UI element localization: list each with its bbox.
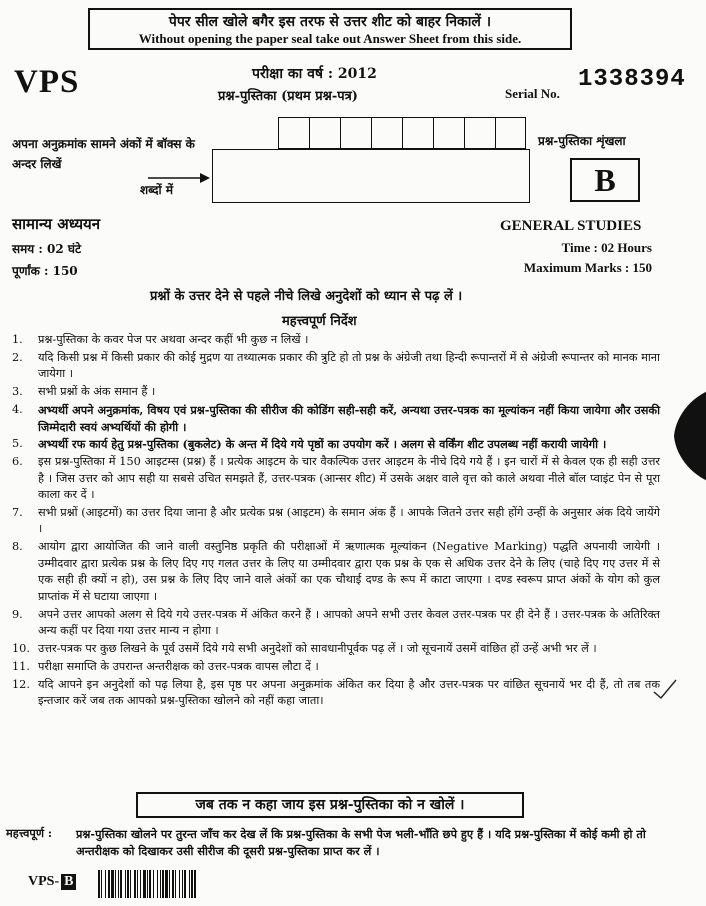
instruction-text: सभी प्रश्नों (आइटमों) का उत्तर दिया जाना है और प्रत्येक प्रश्न (आइटम) के समान अंक हैं । आपके जितने उत्तर सही होंगे उन्हीं के अनुसार अंक दिये जायेंगे । <box>38 506 660 536</box>
instruction-text: यदि किसी प्रश्न में किसी प्रकार की कोई मुद्रण या तथ्यात्मक प्रकार की त्रुटि हो तो प्रश्न के अंग्रेजी तथा हिन्दी रूपान्तरों में से अंग्रेजी रूपान्तर को मानक माना जायेगा । <box>38 350 660 381</box>
instruction-item <box>6 332 660 348</box>
instruction-text: यदि आपने इन अनुदेशों को पढ़ लिया है, इस पृष्ठ पर अपना अनुक्रमांक अंकित कर दिया है और उत्तर-पत्रक पर वांछित सूचनायें भर दी हैं, तो तब तक इन्तजार करें जब तक आपको प्रश्न-पुस्तिका खोलने को नहीं कहा जाता। <box>38 677 660 708</box>
seal-notice-hindi: पेपर सील खोले बगैर इस तरफ से उत्तर शीट को बाहर निकालें । <box>168 14 492 30</box>
instruction-text: उत्तर-पत्रक पर कुछ लिखने के पूर्व उसमें दिये गये सभी अनुदेशों को सावधानीपूर्वक पढ़ लें । जो सूचनायें उसमें वांछित हों उन्हें अभी भर लें । <box>38 641 597 655</box>
instruction-number: 4. <box>12 403 23 417</box>
arrow-right-icon <box>148 172 210 184</box>
roll-digit-box[interactable] <box>278 117 309 149</box>
footer-code-prefix: VPS- <box>28 874 60 889</box>
read-instructions-note: प्रश्नों के उत्तर देने से पहले नीचे लिखे अनुदेशों को ध्यान से पढ़ लें । <box>150 289 463 304</box>
roll-digit-box[interactable] <box>433 117 464 149</box>
seal-notice-english: Without opening the paper seal take out Answer Sheet from this side. <box>138 31 522 46</box>
words-label: शब्दों में <box>140 183 173 197</box>
marks-english: Maximum Marks : 150 <box>523 260 652 275</box>
time-english: Time : 02 Hours <box>561 240 652 255</box>
instruction-item <box>6 384 660 400</box>
instruction-number: 9. <box>12 607 23 621</box>
instructions-list <box>6 332 660 711</box>
instruction-item <box>6 641 660 657</box>
instruction-text: अपने उत्तर आपको अलग से दिये गये उत्तर-पत्रक में अंकित करने हैं । आपको अपने सभी उत्तर केवल उत्तर-पत्रक पर ही देने हैं । उत्तर-पत्रक के अतिरिक्त अन्य कहीं पर दिया गया उत्तर मान्य न होगा । <box>38 607 660 637</box>
important-note-label: महत्त्वपूर्ण : <box>6 826 53 840</box>
series-value-box: B <box>570 158 640 202</box>
instruction-item <box>6 402 660 435</box>
serial-number: 1338394 <box>578 66 686 93</box>
instruction-item <box>6 607 660 640</box>
instruction-item <box>6 677 660 710</box>
pen-check-mark <box>652 678 678 700</box>
instruction-number: 6. <box>12 455 23 469</box>
exam-year: परीक्षा का वर्ष : 2012 <box>252 66 377 82</box>
footer-series-letter: B <box>61 874 76 890</box>
instruction-number: 11. <box>12 659 30 673</box>
instruction-number: 10. <box>12 641 30 655</box>
instruction-text: अभ्यर्थी अपने अनुक्रमांक, विषय एवं प्रश्न-पुस्तिका की सीरीज की कोडिंग सही-सही करें, अन्यथा उत्तर-पत्रक का मूल्यांकन नहीं किया जायेगा और उसकी जिम्मेदारी स्वयं अभ्यर्थियों की होगी । <box>38 403 660 434</box>
time-hindi: समय : 02 घंटे <box>12 242 82 256</box>
roll-number-label: अपना अनुक्रमांक सामने अंकों में बॉक्स के अन्दर लिखें <box>12 137 195 171</box>
subject-hindi: सामान्य अध्ययन <box>12 215 101 233</box>
instruction-item <box>6 505 660 538</box>
roll-number-words-box[interactable] <box>212 149 530 203</box>
instruction-number: 8. <box>12 540 23 554</box>
subject-english: GENERAL STUDIES <box>500 218 642 234</box>
roll-digit-box[interactable] <box>402 117 433 149</box>
instruction-item <box>6 350 660 383</box>
marks-hindi: पूर्णांक : 150 <box>12 264 78 278</box>
seal-notice-box <box>88 8 572 50</box>
barcode <box>98 870 280 898</box>
booklet-title: प्रश्न-पुस्तिका (प्रथम प्रश्न-पत्र) <box>218 89 358 104</box>
instruction-text: अभ्यर्थी रफ कार्य हेतु प्रश्न-पुस्तिका (बुकलेट) के अन्त में दिये गये पृष्ठों का उपयोग करें । अलग से वर्किंग शीट उपलब्ध नहीं करायी जायेगी । <box>38 437 607 452</box>
instructions-heading: महत्त्वपूर्ण निर्देश <box>282 314 357 329</box>
roll-digit-box[interactable] <box>340 117 371 149</box>
instruction-text: प्रश्न-पुस्तिका के कवर पेज पर अथवा अन्दर कहीं भी कुछ न लिखें । <box>38 333 309 346</box>
instruction-number: 3. <box>12 385 23 399</box>
instruction-number: 12. <box>12 677 30 691</box>
instruction-text: परीक्षा समाप्ति के उपरान्त अन्तरीक्षक को उत्तर-पत्रक वापस लौटा दें । <box>38 659 319 673</box>
instruction-number: 7. <box>12 506 23 520</box>
instruction-number: 1. <box>12 333 23 346</box>
instruction-number: 2. <box>12 350 23 364</box>
instruction-item <box>6 436 660 452</box>
instruction-item <box>6 454 660 503</box>
roll-digit-box[interactable] <box>464 117 495 149</box>
instruction-number: 5. <box>12 437 23 451</box>
vps-logo: VPS <box>14 64 80 100</box>
instruction-text: इस प्रश्न-पुस्तिका में 150 आइटम्स (प्रश्न) हैं । प्रत्येक आइटम के चार वैकल्पिक उत्तर आइटम के नीचे दिये गये हैं । इन चारों में से केवल एक ही सही उत्तर है । जिस उत्तर को आप सही या सबसे उचित समझते हैं, उत्तर-पत्रक (आन्सर शीट) में उसके अक्षर वाले वृत्त को काले अथवा नीले बॉल प्वाइंट पेन से पूरा काला कर दें । <box>38 455 660 502</box>
roll-digit-box[interactable] <box>495 117 526 149</box>
series-label: प्रश्न-पुस्तिका शृंखला <box>538 134 626 148</box>
important-note-text: प्रश्न-पुस्तिका खोलने पर तुरन्त जाँच कर देख लें कि प्रश्न-पुस्तिका के सभी पेज भली-भाँति छपे हुए हैं । यदि प्रश्न-पुस्तिका में कोई कमी हो तो अन्तरीक्षक को दिखाकर उसी सीरीज की दूसरी प्रश्न-पुस्तिका प्राप्त कर लें । <box>76 827 646 858</box>
footer-code <box>28 874 76 890</box>
instruction-text: सभी प्रश्नों के अंक समान हैं । <box>38 385 156 399</box>
serial-label: Serial No. <box>505 86 560 101</box>
roll-digit-box[interactable] <box>309 117 340 149</box>
roll-digit-box[interactable] <box>371 117 402 149</box>
do-not-open-banner: जब तक न कहा जाय इस प्रश्न-पुस्तिका को न खोलें । <box>136 792 524 818</box>
instruction-item <box>6 539 660 605</box>
instruction-text: आयोग द्वारा आयोजित की जाने वाली वस्तुनिष्ठ प्रकृति की परीक्षाओं में ऋणात्मक मूल्यांकन (Negative Marking) पद्धति अपनायी जायेगी । उम्मीदवार द्वारा प्रत्येक प्रश्न के लिए दिए गए गलत उत्तर के लिए या उम्मीदवार द्वारा एक प्रश्न के एक से अधिक उत्तर देने के लिए (चाहे दिए गए उत्तर में से एक सही ही क्यों न हो), उस प्रश्न के लिए दिए जाने वाले अंकों का एक चौथाई दण्ड के रूप में काटा जाएगा । दण्ड स्वरूप प्राप्त अंकों के योग को कुल प्राप्तांक में से घटाया जाएगा । <box>38 540 660 603</box>
roll-number-digit-boxes[interactable] <box>278 117 530 149</box>
instruction-item <box>6 659 660 675</box>
ink-blot <box>672 388 706 484</box>
